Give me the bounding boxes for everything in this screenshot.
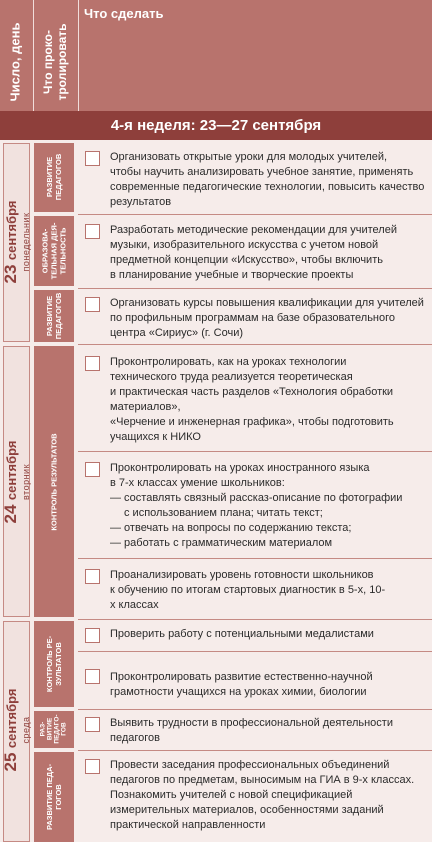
task-divider bbox=[78, 750, 432, 751]
task-divider bbox=[78, 651, 432, 652]
category-label-line: ПЕДАГО- bbox=[54, 714, 61, 744]
task-text bbox=[110, 150, 426, 210]
day-month: сентября bbox=[4, 440, 19, 501]
task-text bbox=[110, 461, 426, 551]
task-line: Выявить трудности в профессиональной деятельности bbox=[110, 717, 393, 729]
task-divider bbox=[78, 344, 432, 345]
task-line: грамотности учащихся на уроках химии, биологии bbox=[110, 686, 367, 698]
task-line: в 7-х классах умение школьников: bbox=[110, 477, 285, 489]
category-label bbox=[41, 223, 68, 280]
task-line: учащихся к НИКО bbox=[110, 431, 201, 443]
task-divider bbox=[78, 214, 432, 215]
task-line: в планирование учебные и творческие проекты bbox=[110, 269, 354, 281]
column-header-checked-line: тролировать bbox=[55, 23, 69, 101]
task-checkbox[interactable] bbox=[85, 669, 100, 684]
task-checkbox[interactable] bbox=[85, 297, 100, 312]
category-label bbox=[40, 714, 69, 743]
task-text bbox=[110, 627, 426, 642]
task-checkbox[interactable] bbox=[85, 151, 100, 166]
category-label-line: РАЗВИТИЕ bbox=[45, 295, 54, 337]
day-weekday: вторник bbox=[21, 463, 31, 501]
task-line: Проконтролировать развитие естественно-научной bbox=[110, 671, 373, 683]
task-line: чтобы научить анализировать учебное занятие, применять bbox=[110, 166, 414, 178]
day-label-23 bbox=[1, 200, 31, 283]
category-label bbox=[45, 154, 63, 201]
task-line: практической направленности bbox=[110, 819, 266, 831]
day-number: 23 bbox=[1, 264, 20, 284]
task-line: предметной концепции «Искусство», чтобы включить bbox=[110, 254, 383, 266]
category-label bbox=[45, 764, 63, 830]
column-header-date: Число, день bbox=[7, 22, 23, 102]
category-label bbox=[45, 636, 63, 692]
task-line: «Черчение и инженерная графика», чтобы подготовить bbox=[110, 416, 394, 428]
task-text bbox=[110, 296, 426, 341]
task-line: Проверить работу с потенциальными медалистами bbox=[110, 628, 374, 640]
category-label-line: ВИТИЕ bbox=[46, 717, 54, 741]
task-divider bbox=[78, 288, 432, 289]
category-label bbox=[50, 433, 59, 530]
task-line: и практическая часть разделов «Технология обработки bbox=[110, 386, 394, 398]
task-checkbox[interactable] bbox=[85, 717, 100, 732]
header-divider bbox=[33, 0, 34, 111]
task-line: центра «Сириус» (г. Сочи) bbox=[110, 327, 244, 339]
day-month: сентября bbox=[4, 200, 19, 261]
task-line: материалов», bbox=[110, 401, 181, 413]
task-line: педагогов по предметам, выносимым на ГИА в 9-х классах. bbox=[110, 774, 415, 786]
task-line: — работать с грамматическим материалом bbox=[110, 537, 333, 549]
task-text bbox=[110, 223, 426, 283]
category-label-line: РАЗ- bbox=[39, 721, 47, 737]
task-line: Провести заседания профессиональных объединений bbox=[110, 759, 390, 771]
column-header-checked bbox=[42, 23, 70, 100]
category-label-line: ГОВ bbox=[61, 722, 69, 736]
task-text bbox=[110, 716, 426, 746]
day-weekday: понедельник bbox=[21, 212, 31, 272]
day-number: 24 bbox=[1, 504, 20, 524]
day-label-25 bbox=[1, 688, 31, 771]
category-label-line: ПЕДАГОГОВ bbox=[54, 153, 63, 201]
category-label-line: КОНТРОЛЬ РЕ- bbox=[45, 635, 54, 693]
task-divider bbox=[78, 558, 432, 559]
column-header-todo: Что сделать bbox=[84, 6, 164, 21]
category-label-line: КОНТРОЛЬ РЕЗУЛЬТАТОВ bbox=[49, 433, 59, 531]
task-divider bbox=[78, 709, 432, 710]
task-line: измерительных материалов, особенностями заданий bbox=[110, 804, 384, 816]
task-checkbox[interactable] bbox=[85, 628, 100, 643]
column-header-checked-line: Что проко- bbox=[41, 30, 56, 94]
task-line: результатов bbox=[110, 196, 172, 208]
task-line: Проконтролировать на уроках иностранного языка bbox=[110, 462, 370, 474]
task-line: к обучению по итогам стартовых диагностик в 5-х, 10- bbox=[110, 584, 386, 596]
task-line: Проконтролировать, как на уроках технологии bbox=[110, 356, 347, 368]
task-checkbox[interactable] bbox=[85, 462, 100, 477]
category-label-line: РАЗВИТИЕ ПЕДА- bbox=[45, 764, 54, 830]
task-line: технического труда реализуется теоретическая bbox=[110, 371, 353, 383]
task-line: Организовать открытые уроки для молодых учителей, bbox=[110, 151, 388, 163]
category-label-line: РАЗВИТИЕ bbox=[45, 156, 54, 198]
task-checkbox[interactable] bbox=[85, 569, 100, 584]
category-label-line: ГОГОВ bbox=[54, 784, 63, 810]
task-line: Познакомить учителей с новой спецификацией bbox=[110, 789, 353, 801]
task-line: по профильным программам на базе образовательного bbox=[110, 312, 396, 324]
header-divider bbox=[78, 0, 79, 111]
category-label bbox=[45, 293, 63, 340]
task-checkbox[interactable] bbox=[85, 759, 100, 774]
task-line: современные педагогические технологии, повысить качество bbox=[110, 181, 425, 193]
task-checkbox[interactable] bbox=[85, 224, 100, 239]
task-line: Разработать методические рекомендации для учителей bbox=[110, 224, 397, 236]
task-line: музыки, изобразительного искусства с учетом новой bbox=[110, 239, 379, 251]
task-checkbox[interactable] bbox=[85, 356, 100, 371]
day-month: сентября bbox=[4, 688, 19, 749]
task-line: с использованием плана; читать текст; bbox=[124, 507, 323, 519]
day-label-24 bbox=[1, 440, 31, 523]
task-text bbox=[110, 758, 426, 833]
task-line: — составлять связный рассказ-описание по фотографии bbox=[110, 492, 403, 504]
category-label-line: ТЕЛЬНАЯ ДЕЯ- bbox=[49, 222, 59, 280]
task-text bbox=[110, 568, 426, 613]
category-label-line: ПЕДАГОГОВ bbox=[54, 292, 63, 340]
category-label-line: ЗУЛЬТАТОВ bbox=[54, 642, 63, 686]
task-line: педагогов bbox=[110, 732, 160, 744]
task-divider bbox=[78, 619, 432, 620]
week-title: 4-я неделя: 23—27 сентября bbox=[0, 111, 432, 140]
task-divider bbox=[78, 451, 432, 452]
task-line: Проанализировать уровень готовности школьников bbox=[110, 569, 374, 581]
day-number: 25 bbox=[1, 752, 20, 772]
category-label-line: ТЕЛЬНОСТЬ bbox=[58, 227, 68, 275]
task-text bbox=[110, 355, 426, 445]
task-line: Организовать курсы повышения квалификации для учителей bbox=[110, 297, 424, 309]
day-weekday: среда bbox=[21, 716, 31, 744]
task-text bbox=[110, 670, 426, 700]
category-label-line: ОБРАЗОВА- bbox=[40, 228, 50, 274]
task-line: — отвечать на вопросы по содержанию текста; bbox=[110, 522, 352, 534]
task-line: х классах bbox=[110, 599, 159, 611]
